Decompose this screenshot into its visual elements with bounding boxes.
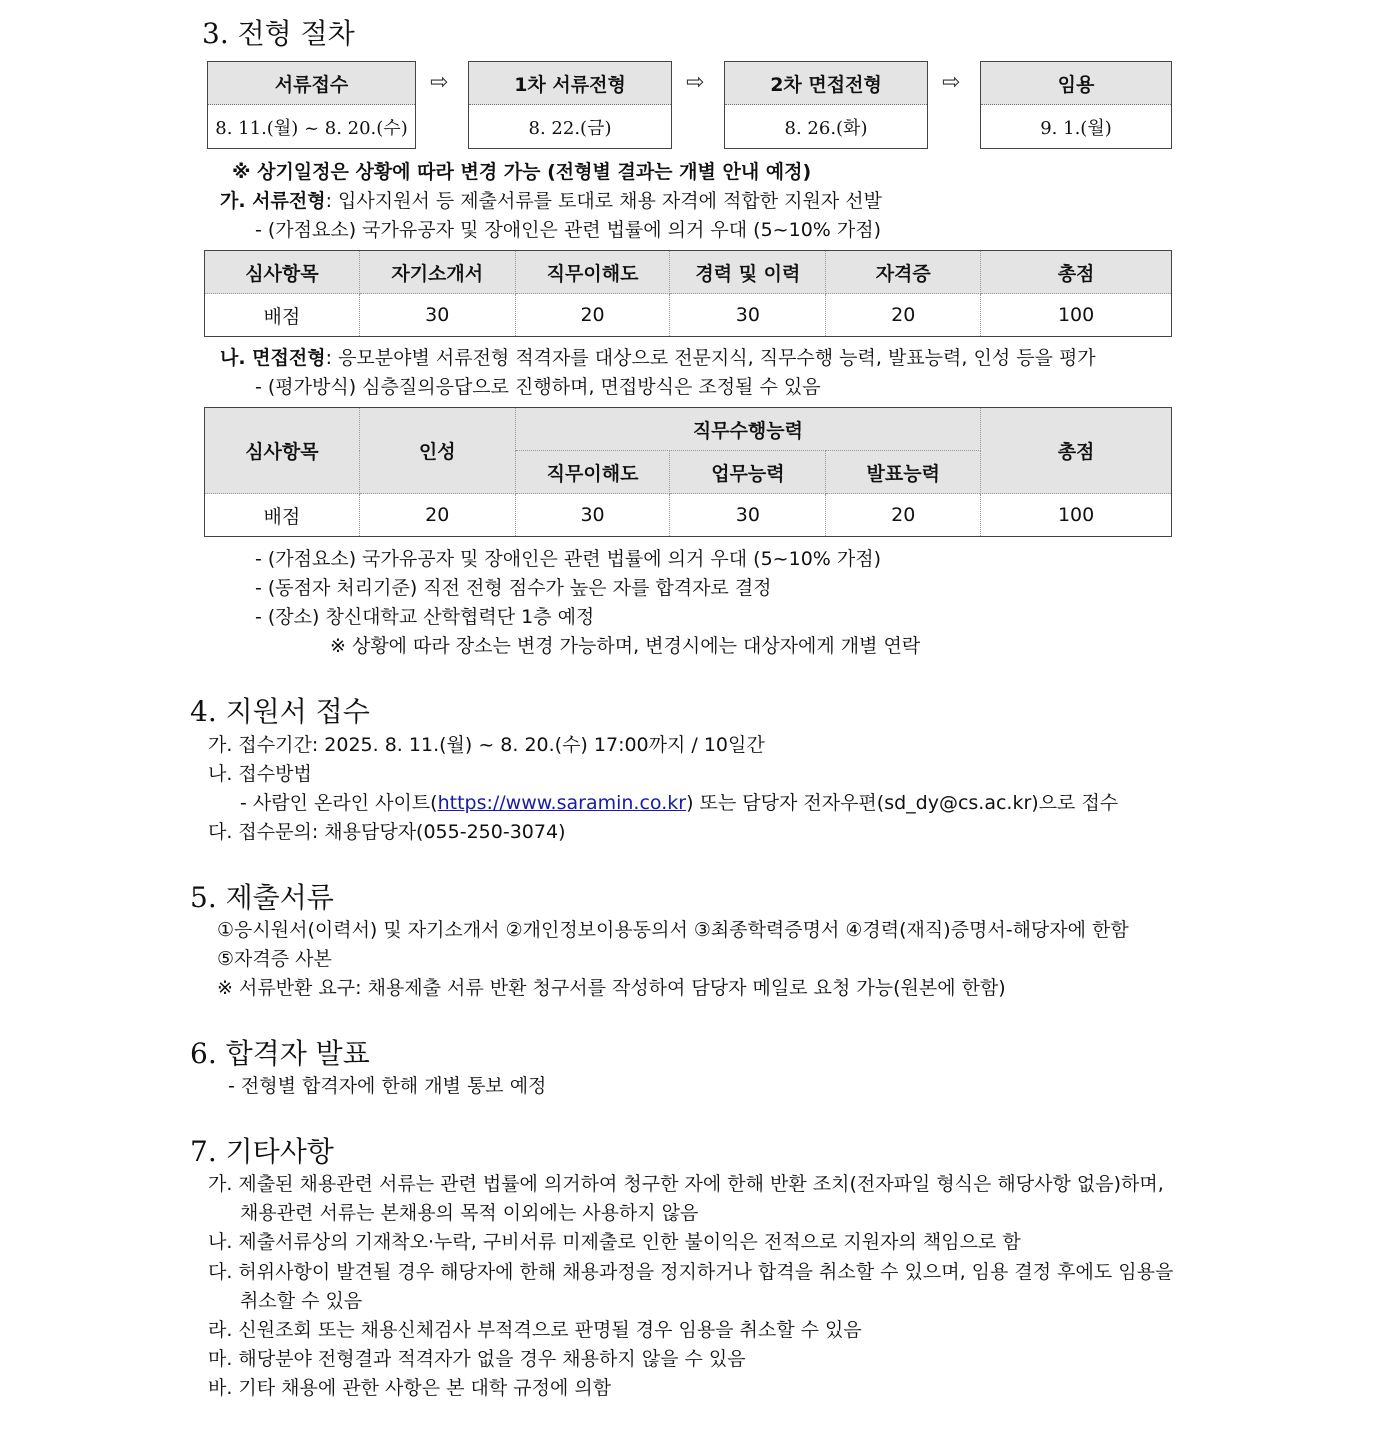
table-row [205, 494, 1172, 537]
schedule-note: ※ 상기일정은 상황에 따라 변경 가능 (전형별 결과는 개별 안내 예정) [232, 161, 812, 183]
interview-label: 나. 면접전형 [220, 347, 326, 369]
document-screening-label: 가. 서류전형 [220, 190, 326, 212]
process-step-date: 9. 1.(월) [1040, 117, 1112, 139]
interview-method-note: - (평가방식) 심층질의응답으로 진행하며, 면접방식은 조정될 수 있음 [255, 376, 821, 398]
process-step-name: 임용 [981, 62, 1171, 105]
application-period: 가. 접수기간: 2025. 8. 11.(월) ~ 8. 20.(수) 17:00까지 / 10일간 [208, 734, 765, 756]
table-cell: 30 [359, 294, 515, 337]
documents-list-line1: ①응시원서(이력서) 및 자기소개서 ②개인정보이용동의서 ③최종학력증명서 ④경력(재직)증명서-해당자에 한함 [217, 919, 1129, 941]
table-header-cell: 자격증 [826, 251, 981, 294]
table-header-cell: 심사항목 [205, 251, 360, 294]
application-method-label: 나. 접수방법 [208, 763, 312, 785]
table-cell: 30 [670, 294, 826, 337]
misc-item: 다. 허위사항이 발견될 경우 해당자에 한해 채용과정을 정지하거나 합격을 취소할 수 있으며, 임용 결정 후에도 임용을 [208, 1261, 1174, 1283]
section7-title: 7. 기타사항 [190, 1135, 334, 1168]
application-method-prefix: - 사람인 온라인 사이트( [240, 792, 438, 814]
table-cell: 20 [826, 294, 981, 337]
interview-score-table [204, 407, 1172, 537]
document-bonus-note: - (가점요소) 국가유공자 및 장애인은 관련 법률에 의거 우대 (5~10% 가점) [255, 219, 881, 241]
application-inquiry: 다. 접수문의: 채용담당자(055-250-3074) [208, 821, 566, 843]
table-cell: 20 [826, 494, 981, 537]
table-header-cell: 직무이해도 [515, 251, 670, 294]
table-header-cell: 직무이해도 [515, 451, 670, 494]
process-step-application [207, 61, 416, 149]
process-step-date: 8. 11.(월) ~ 8. 20.(수) [215, 117, 408, 139]
misc-item: 바. 기타 채용에 관한 사항은 본 대학 규정에 의함 [208, 1377, 612, 1399]
tie-break-note: - (동점자 처리기준) 직전 전형 점수가 높은 자를 합격자로 결정 [255, 577, 772, 599]
misc-item: 나. 제출서류상의 기재착오·누락, 구비서류 미제출로 인한 불이익은 전적으로 지원자의 책임으로 함 [208, 1231, 1021, 1253]
table-cell: 100 [981, 494, 1172, 537]
document-screening-text: : 입사지원서 등 제출서류를 토대로 채용 자격에 적합한 지원자 선발 [325, 190, 882, 212]
section5-title: 5. 제출서류 [190, 881, 334, 914]
table-header-cell: 총점 [981, 408, 1172, 494]
process-step-date: 8. 26.(화) [784, 117, 868, 139]
table-cell: 20 [515, 294, 670, 337]
application-method-line [240, 791, 1118, 815]
table-row [205, 294, 1172, 337]
location-change-note: ※ 상황에 따라 장소는 변경 가능하며, 변경시에는 대상자에게 개별 연락 [330, 635, 921, 657]
interview-line [220, 346, 1096, 370]
table-header-cell: 자기소개서 [359, 251, 515, 294]
table-cell: 배점 [205, 294, 360, 337]
document-screening-line [220, 189, 882, 213]
table-header-cell: 경력 및 이력 [670, 251, 826, 294]
announcement-note: - 전형별 합격자에 한해 개별 통보 예정 [228, 1075, 547, 1097]
arrow-right-icon: ⇨ [942, 70, 961, 95]
arrow-right-icon: ⇨ [430, 70, 449, 95]
interview-text: : 응모분야별 서류전형 적격자를 대상으로 전문지식, 직무수행 능력, 발표능력, 인성 등을 평가 [325, 347, 1096, 369]
documents-list-line2: ⑤자격증 사본 [217, 948, 332, 970]
section3-title: 3. 전형 절차 [202, 17, 355, 50]
misc-item-continued: 취소할 수 있음 [240, 1290, 363, 1312]
misc-item: 가. 제출된 채용관련 서류는 관련 법률에 의거하여 청구한 자에 한해 반환 조치(전자파일 형식은 해당사항 없음)하며, [208, 1173, 1164, 1195]
table-cell: 배점 [205, 494, 360, 537]
misc-item-continued: 채용관련 서류는 본채용의 목적 이외에는 사용하지 않음 [240, 1202, 699, 1224]
table-header-cell: 총점 [981, 251, 1172, 294]
process-step-name: 서류접수 [208, 62, 415, 105]
process-step-document-screening [468, 61, 672, 149]
table-cell: 30 [670, 494, 826, 537]
table-header-cell: 업무능력 [670, 451, 826, 494]
process-step-name: 2차 면접전형 [725, 62, 927, 105]
process-step-interview [724, 61, 928, 149]
process-step-name: 1차 서류전형 [469, 62, 671, 105]
table-cell: 30 [515, 494, 670, 537]
arrow-right-icon: ⇨ [686, 70, 705, 95]
saramin-link[interactable]: https://www.saramin.co.kr [437, 792, 687, 814]
misc-item: 마. 해당분야 전형결과 적격자가 없을 경우 채용하지 않을 수 있음 [208, 1348, 746, 1370]
document-score-table [204, 250, 1172, 337]
documents-return-note: ※ 서류반환 요구: 채용제출 서류 반환 청구서를 작성하여 담당자 메일로 요청 가능(원본에 한함) [217, 977, 1006, 999]
process-step-date: 8. 22.(금) [528, 117, 612, 139]
section4-title: 4. 지원서 접수 [190, 695, 370, 728]
table-header-cell: 발표능력 [826, 451, 981, 494]
table-cell: 100 [981, 294, 1172, 337]
table-header-group-cell: 직무수행능력 [515, 408, 980, 451]
table-header-row [205, 251, 1172, 294]
table-header-row [205, 408, 1172, 451]
location-note: - (장소) 창신대학교 산학협력단 1층 예정 [255, 606, 595, 628]
misc-item: 라. 신원조회 또는 채용신체검사 부적격으로 판명될 경우 임용을 취소할 수 있음 [208, 1319, 862, 1341]
section6-title: 6. 합격자 발표 [190, 1037, 370, 1070]
table-header-cell: 인성 [359, 408, 515, 494]
table-header-cell: 심사항목 [205, 408, 360, 494]
table-cell: 20 [359, 494, 515, 537]
interview-bonus-note: - (가점요소) 국가유공자 및 장애인은 관련 법률에 의거 우대 (5~10% 가점) [255, 548, 881, 570]
process-step-appointment [980, 61, 1172, 149]
application-method-suffix: ) 또는 담당자 전자우편(sd_dy@cs.ac.kr)으로 접수 [686, 792, 1119, 814]
